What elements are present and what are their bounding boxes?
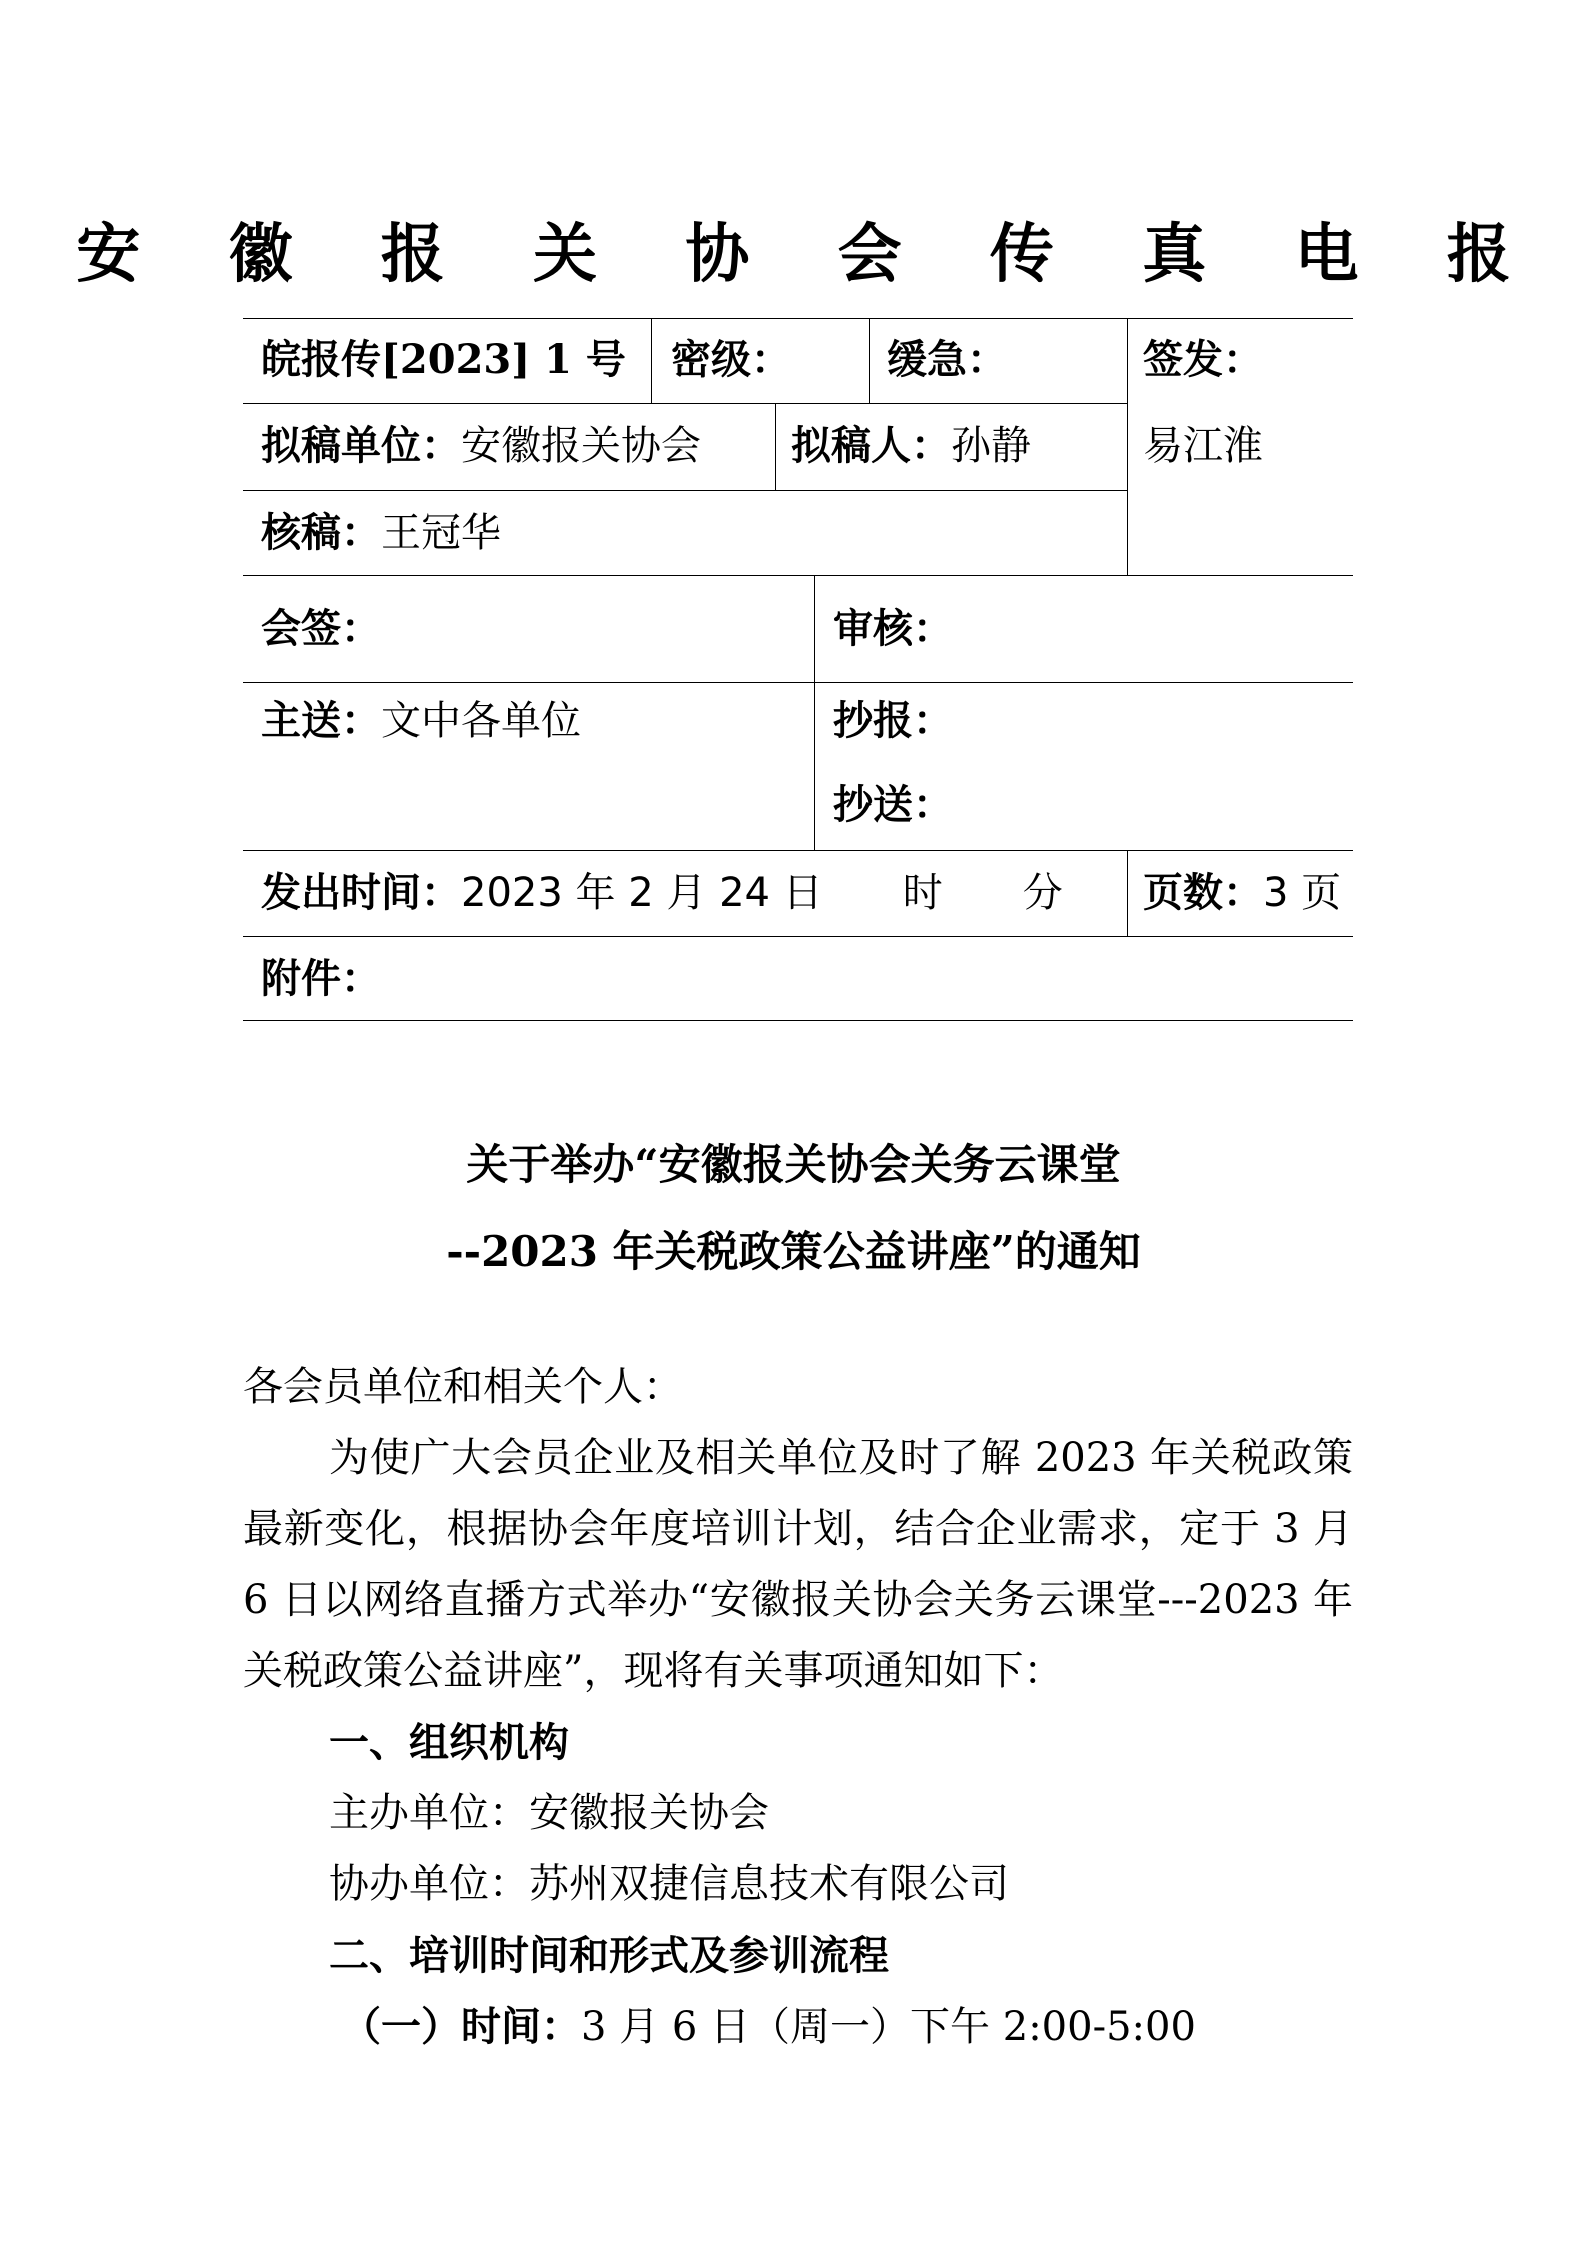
form-divider-a [651, 318, 652, 403]
salutation: 各会员单位和相关个人： [243, 1364, 683, 1410]
signer-value: 易江淮 [1143, 423, 1263, 469]
form-divider-e [814, 575, 815, 850]
form-rule-row6 [243, 936, 1353, 937]
notice-title-line1: 关于举办“安徽报关协会关务云课堂 [466, 1140, 1121, 1189]
training-time: （一）时间：3 月 6 日（周一）下午 2:00-5:00 [341, 2003, 1196, 2050]
form-rule-top [243, 318, 1353, 319]
notice-body [243, 1352, 1353, 2063]
intro-paragraph: 为使广大会员企业及相关单位及时了解 2023 年关税政策最新变化，根据协会年度培训计划，结合企业需求，定于 3 月 6 日以网络直播方式举办“安徽报关协会关务云课堂---2023 年关税政策公益讲座”，现将有关事项通知如下： [243, 1435, 1353, 1694]
report-to: 抄报： [833, 697, 953, 744]
section2-heading: 二、培训时间和形式及参训流程 [329, 1932, 889, 1979]
doc-number: 皖报传[2023] 1 号 [261, 336, 626, 383]
copy-to: 抄送： [833, 781, 953, 828]
form-rule-bottom [243, 1020, 1353, 1021]
telegram-header-form [243, 318, 1353, 1021]
form-rule-row2 [243, 490, 1127, 491]
page-title: 安 徽 报 关 协 会 传 真 电 报 [76, 217, 1544, 292]
send-time: 发出时间：2023 年 2 月 24 日 时 分 [261, 869, 1063, 916]
secrecy-level: 密级： [671, 336, 791, 383]
form-rule-row5 [243, 850, 1353, 851]
draft-unit: 拟稿单位：安徽报关协会 [261, 422, 701, 469]
attachment: 附件： [261, 955, 381, 1002]
page-count: 页数：3 页 [1143, 869, 1342, 916]
checker: 核稿：王冠华 [261, 509, 501, 556]
urgency: 缓急： [887, 336, 1007, 383]
review: 审核： [833, 605, 953, 652]
host-unit: 主办单位：安徽报关协会 [329, 1790, 769, 1836]
form-divider-f [1127, 850, 1128, 936]
form-divider-d [775, 403, 776, 490]
form-rule-row3 [243, 575, 1353, 576]
main-recipients: 主送：文中各单位 [261, 697, 581, 744]
signer-label: 签发： [1143, 336, 1263, 383]
form-divider-c [1127, 318, 1128, 575]
section1-heading: 一、组织机构 [329, 1719, 569, 1766]
drafter: 拟稿人：孙静 [791, 422, 1031, 469]
countersign: 会签： [261, 605, 381, 652]
form-rule-row1 [243, 403, 1127, 404]
notice-title-line2: --2023 年关税政策公益讲座”的通知 [446, 1227, 1141, 1276]
cohost-unit: 协办单位：苏州双捷信息技术有限公司 [329, 1861, 1009, 1907]
form-divider-b [869, 318, 870, 403]
form-rule-row4 [243, 682, 1353, 683]
